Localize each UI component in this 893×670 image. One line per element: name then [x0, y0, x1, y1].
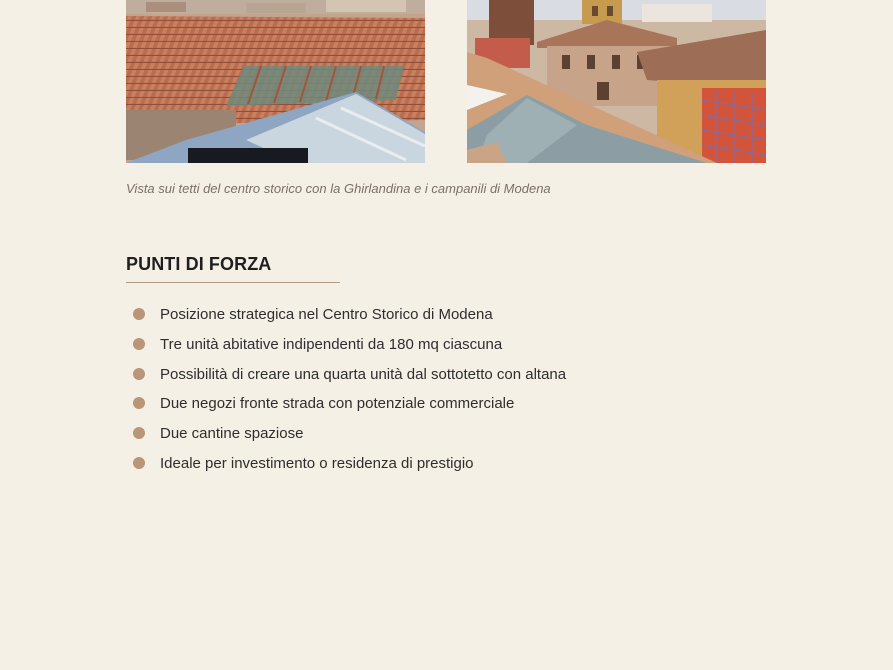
bullet-dot-icon [133, 368, 145, 380]
bullet-dot-icon [133, 427, 145, 439]
strength-item [126, 454, 566, 484]
gallery-caption: Vista sui tetti del centro storico con la Ghirlandina e i campanili di Modena [126, 181, 551, 196]
strengths-list [126, 305, 566, 484]
bullet-dot-icon [133, 308, 145, 320]
strengths-title: PUNTI DI FORZA [126, 254, 272, 274]
strength-item [126, 365, 566, 395]
strength-item [126, 424, 566, 454]
strength-text: Possibilità di creare una quarta unità dal sottotetto con altana [160, 365, 567, 383]
strength-text: Ideale per investimento o residenza di prestigio [160, 454, 474, 472]
strength-item [126, 335, 566, 365]
bullet-dot-icon [133, 338, 145, 350]
section-divider [126, 282, 340, 283]
photo-rooftops-towers[interactable] [467, 0, 766, 163]
strength-text: Due cantine spaziose [160, 425, 304, 443]
strength-text: Posizione strategica nel Centro Storico di Modena [160, 306, 493, 323]
strength-item [126, 305, 566, 335]
strength-item [126, 394, 566, 424]
photo-roof-skylight[interactable] [126, 0, 425, 163]
bullet-dot-icon [133, 457, 145, 469]
strength-text: Tre unità abitative indipendenti da 180 mq ciascuna [160, 335, 503, 353]
roof-skylight-image [126, 0, 425, 163]
rooftops-towers-image [467, 0, 766, 163]
strength-text: Due negozi fronte strada con potenziale commerciale [160, 395, 515, 413]
photo-gallery [126, 0, 766, 163]
bullet-dot-icon [133, 397, 145, 409]
